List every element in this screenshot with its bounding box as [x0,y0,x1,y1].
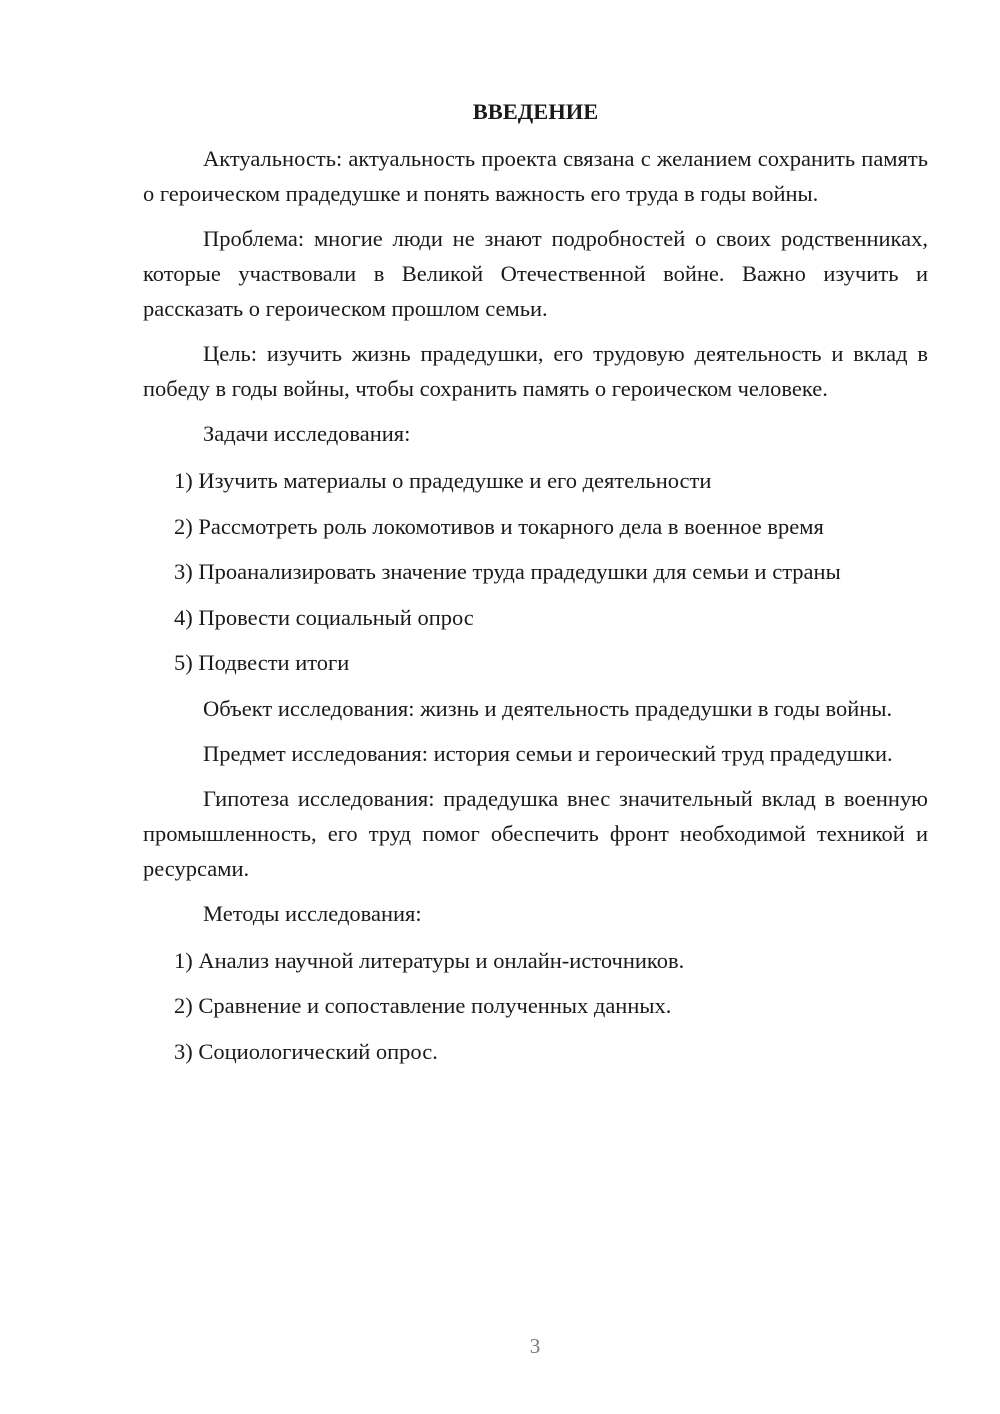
list-item: 1) Анализ научной литературы и онлайн-источников. [174,947,685,973]
page-content [143,94,928,1079]
page-number: 3 [529,1334,541,1358]
methods-list [143,943,928,1069]
list-item: 3) Проанализировать значение труда прадедушки для семьи и страны [174,559,841,584]
list-item: 5) Подвести итоги [174,650,350,675]
list-item: 2) Рассмотреть роль локомотивов и токарного дела в военное время [174,513,824,539]
tasks-title: Задачи исследования: [203,421,411,446]
subject-paragraph: Предмет исследования: история семьи и героический труд прадедушки. [203,740,893,766]
methods-title: Методы исследования: [203,900,422,926]
tasks-list [143,463,928,680]
list-item: 2) Сравнение и сопоставление полученных данных. [174,993,672,1018]
object-paragraph: Объект исследования: жизнь и деятельность прадедушки в годы войны. [203,695,893,721]
hypothesis-paragraph: Гипотеза исследования: прадедушка внес значительный вклад в военную промышленность, его труд помог обеспечить фронт необходимой техникой и ресурсами. [143,785,928,881]
actuality-paragraph: Актуальность: актуальность проекта связана с желанием сохранить память о героическом прадедушке и понять важность его труда в годы войны. [143,146,928,206]
section-heading: ВВЕДЕНИЕ [472,99,599,124]
goal-paragraph: Цель: изучить жизнь прадедушки, его трудовую деятельность и вклад в победу в годы войны, чтобы сохранить память о героическом человеке. [143,341,928,401]
list-item: 1) Изучить материалы о прадедушке и его деятельности [174,468,712,493]
list-item: 3) Социологический опрос. [174,1038,438,1064]
problem-paragraph: Проблема: многие люди не знают подробностей о своих родственниках, которые участвовали в Великой Отечественной войне. Важно изучить и рассказать о героическом прошлом семьи. [143,226,928,321]
list-item: 4) Провести социальный опрос [174,604,474,630]
